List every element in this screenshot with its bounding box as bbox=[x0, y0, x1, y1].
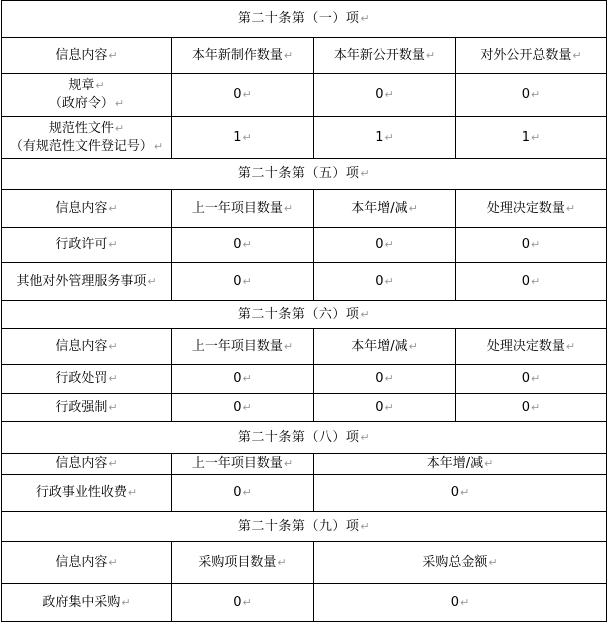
header-cell: 处理决定数量↵ bbox=[456, 190, 607, 228]
value-cell: 0↵ bbox=[456, 74, 607, 117]
header-cell: 上一年项目数量↵ bbox=[172, 329, 314, 365]
value-cell: 0↵ bbox=[456, 263, 607, 301]
value-cell: 0↵ bbox=[314, 394, 456, 422]
value-cell: 0↵ bbox=[314, 475, 607, 512]
value-cell: 0↵ bbox=[314, 263, 456, 301]
header-row bbox=[2, 542, 607, 584]
header-cell: 对外公开总数量↵ bbox=[456, 38, 607, 74]
table-row bbox=[2, 394, 607, 422]
header-row bbox=[2, 38, 607, 74]
value-cell: 0↵ bbox=[172, 475, 314, 512]
header-cell: 本年增/减↵ bbox=[314, 190, 456, 228]
header-cell: 上一年项目数量↵ bbox=[172, 190, 314, 228]
row-label: 规范性文件↵ （有规范性文件登记号）↵ bbox=[2, 117, 172, 159]
section-6-title: 第二十条第（六）项↵ bbox=[2, 301, 607, 329]
section-9-title: 第二十条第（九）项↵ bbox=[2, 512, 607, 542]
row-label: 政府集中采购↵ bbox=[2, 584, 172, 622]
value-cell: 0↵ bbox=[172, 74, 314, 117]
section-title-row bbox=[2, 512, 607, 542]
header-cell: 信息内容↵ bbox=[2, 542, 172, 584]
header-cell: 采购项目数量↵ bbox=[172, 542, 314, 584]
value-cell: 1↵ bbox=[314, 117, 456, 159]
section-title-row bbox=[2, 301, 607, 329]
table-row bbox=[2, 74, 607, 117]
row-label: 行政许可↵ bbox=[2, 228, 172, 263]
header-cell: 信息内容↵ bbox=[2, 190, 172, 228]
header-row bbox=[2, 329, 607, 365]
header-row bbox=[2, 454, 607, 475]
table-row bbox=[2, 228, 607, 263]
table-row bbox=[2, 475, 607, 512]
disclosure-statistics-table bbox=[1, 0, 607, 622]
row-label: 行政处罚↵ bbox=[2, 365, 172, 394]
value-cell: 0↵ bbox=[456, 228, 607, 263]
table-row bbox=[2, 263, 607, 301]
value-cell: 1↵ bbox=[172, 117, 314, 159]
row-label: 行政事业性收费↵ bbox=[2, 475, 172, 512]
table-row bbox=[2, 365, 607, 394]
value-cell: 0↵ bbox=[314, 74, 456, 117]
table-row bbox=[2, 117, 607, 159]
value-cell: 0↵ bbox=[172, 394, 314, 422]
header-cell: 本年新公开数量↵ bbox=[314, 38, 456, 74]
section-title-row bbox=[2, 1, 607, 38]
row-label: 规章↵ （政府令）↵ bbox=[2, 74, 172, 117]
header-cell: 本年新制作数量↵ bbox=[172, 38, 314, 74]
value-cell: 0↵ bbox=[172, 228, 314, 263]
section-title-row bbox=[2, 422, 607, 454]
header-cell: 本年增/减↵ bbox=[314, 329, 456, 365]
value-cell: 1↵ bbox=[456, 117, 607, 159]
value-cell: 0↵ bbox=[172, 584, 314, 622]
header-cell: 处理决定数量↵ bbox=[456, 329, 607, 365]
header-cell: 采购总金额↵ bbox=[314, 542, 607, 584]
header-cell: 信息内容↵ bbox=[2, 329, 172, 365]
header-cell: 上一年项目数量↵ bbox=[172, 454, 314, 475]
header-row bbox=[2, 190, 607, 228]
header-cell: 信息内容↵ bbox=[2, 454, 172, 475]
row-label: 其他对外管理服务事项↵ bbox=[2, 263, 172, 301]
header-cell: 信息内容↵ bbox=[2, 38, 172, 74]
row-label: 行政强制↵ bbox=[2, 394, 172, 422]
value-cell: 0↵ bbox=[172, 263, 314, 301]
value-cell: 0↵ bbox=[172, 365, 314, 394]
value-cell: 0↵ bbox=[456, 365, 607, 394]
value-cell: 0↵ bbox=[314, 365, 456, 394]
value-cell: 0↵ bbox=[314, 228, 456, 263]
section-8-title: 第二十条第（八）项↵ bbox=[2, 422, 607, 454]
section-1-title: 第二十条第（一）项↵ bbox=[2, 1, 607, 38]
value-cell: 0↵ bbox=[456, 394, 607, 422]
section-title-row bbox=[2, 159, 607, 190]
section-5-title: 第二十条第（五）项↵ bbox=[2, 159, 607, 190]
value-cell: 0↵ bbox=[314, 584, 607, 622]
table-row bbox=[2, 584, 607, 622]
header-cell: 本年增/减↵ bbox=[314, 454, 607, 475]
